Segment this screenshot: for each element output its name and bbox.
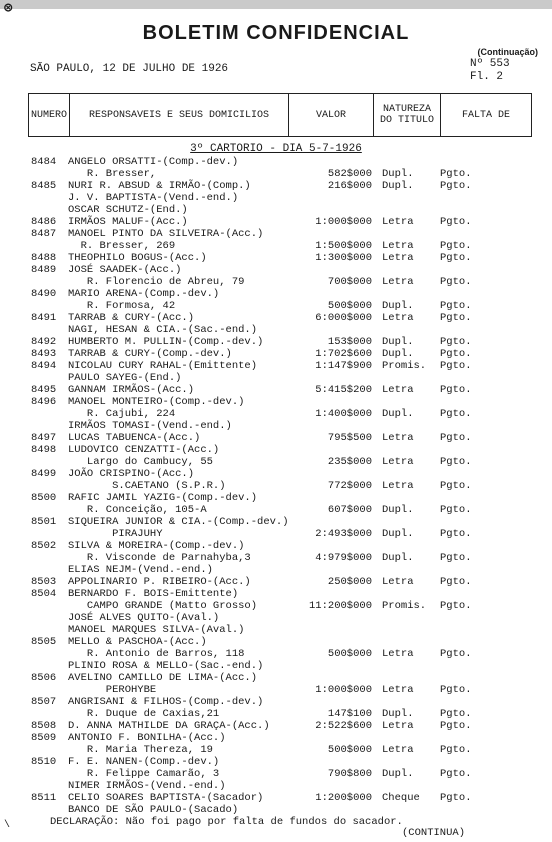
table-row	[0, 600, 552, 612]
table-row	[0, 648, 552, 660]
entry-value: 1:702$600	[315, 348, 372, 360]
entry-number: 8503	[31, 576, 57, 588]
entry-falta: Pgto.	[440, 180, 472, 192]
entry-party: GANNAM IRMÃOS-(Acc.)	[68, 384, 195, 396]
entry-party: PEROHYBE	[68, 684, 157, 696]
col-responsaveis: RESPONSAVEIS E SEUS DOMICILIOS	[88, 109, 270, 121]
section-heading	[0, 143, 552, 155]
entry-party: R. Visconde de Parnahyba,3	[68, 552, 251, 564]
entry-party: R. Bresser, 269	[68, 240, 176, 252]
entry-number: 8509	[31, 732, 57, 744]
table-row	[0, 756, 552, 768]
entry-value: 153$000	[327, 336, 372, 348]
entry-falta: Pgto.	[440, 576, 472, 588]
entry-nature: Letra	[382, 252, 414, 264]
entry-nature: Dupl.	[382, 408, 414, 420]
entry-value: 700$000	[327, 276, 372, 288]
entry-party: HUMBERTO M. PULLIN-(Comp.-dev.)	[68, 336, 264, 348]
table-row	[0, 720, 552, 732]
entry-party: SILVA & MOREIRA-(Comp.-dev.)	[68, 540, 245, 552]
table-row	[0, 540, 552, 552]
entry-nature: Letra	[382, 648, 414, 660]
entry-party: MANOEL PINTO DA SILVEIRA-(Acc.)	[68, 228, 264, 240]
table-row	[0, 468, 552, 480]
entry-value: 795$500	[327, 432, 372, 444]
entry-falta: Pgto.	[440, 300, 472, 312]
entry-value: 1:500$000	[315, 240, 372, 252]
table-row	[0, 312, 552, 324]
entry-nature: Letra	[382, 312, 414, 324]
column-divider	[531, 94, 532, 136]
entry-party: R. Formosa, 42	[68, 300, 176, 312]
bulletin-number-block	[470, 58, 510, 84]
entry-number: 8493	[31, 348, 57, 360]
table-row	[0, 564, 552, 576]
entry-nature: Letra	[382, 684, 414, 696]
table-row	[0, 288, 552, 300]
entry-falta: Pgto.	[440, 240, 472, 252]
entry-falta: Pgto.	[440, 168, 472, 180]
entry-party: PLINIO ROSA & MELLO-(Sac.-end.)	[68, 660, 264, 672]
entry-falta: Pgto.	[440, 252, 472, 264]
page-title: BOLETIM CONFIDENCIAL	[142, 22, 410, 44]
entry-party: JOSÉ ALVES QUITO-(Aval.)	[68, 612, 220, 624]
entry-number: 8506	[31, 672, 57, 684]
entry-number: 8485	[31, 180, 57, 192]
table-row	[0, 696, 552, 708]
entry-falta: Pgto.	[440, 336, 472, 348]
entry-value: 607$000	[327, 504, 372, 516]
entry-party: JOSÉ SAADEK-(Acc.)	[68, 264, 182, 276]
table-row	[0, 228, 552, 240]
table-row	[0, 444, 552, 456]
table-row	[0, 480, 552, 492]
entry-party: D. ANNA MATHILDE DA GRAÇA-(Acc.)	[68, 720, 270, 732]
table-row	[0, 708, 552, 720]
entry-party: R. Cajubi, 224	[68, 408, 176, 420]
entry-number: 8502	[31, 540, 57, 552]
declaration: DECLARAÇÃO: Não foi pago por falta de fundos do sacador.	[50, 816, 403, 828]
entry-party: IRMÃOS MALUF-(Acc.)	[68, 216, 188, 228]
entry-value: 2:522$600	[315, 720, 372, 732]
table-row	[0, 768, 552, 780]
entry-nature: Letra	[382, 276, 414, 288]
entry-number: 8511	[31, 792, 57, 804]
table-row	[0, 624, 552, 636]
entry-nature: Letra	[382, 432, 414, 444]
table-row	[0, 408, 552, 420]
entry-party: RAFIC JAMIL YAZIG-(Comp.-dev.)	[68, 492, 258, 504]
entry-nature: Letra	[382, 456, 414, 468]
entry-nature: Dupl.	[382, 336, 414, 348]
entry-value: 582$000	[327, 168, 372, 180]
entry-nature: Dupl.	[382, 168, 414, 180]
entry-falta: Pgto.	[440, 684, 472, 696]
table-row	[0, 372, 552, 384]
entry-value: 1:400$000	[315, 408, 372, 420]
col-valor: VALOR	[315, 109, 346, 121]
entry-falta: Pgto.	[440, 600, 472, 612]
entry-number: 8505	[31, 636, 57, 648]
entry-number: 8504	[31, 588, 57, 600]
entry-nature: Dupl.	[382, 768, 414, 780]
table-row	[0, 252, 552, 264]
entry-party: R. Duque de Caxias,21	[68, 708, 220, 720]
entry-falta: Pgto.	[440, 456, 472, 468]
table-row	[0, 660, 552, 672]
entry-value: 772$000	[327, 480, 372, 492]
entry-number: 8499	[31, 468, 57, 480]
table-row	[0, 516, 552, 528]
entry-party: TARRAB & CURY-(Acc.)	[68, 312, 195, 324]
entry-value: 1:300$000	[315, 252, 372, 264]
entry-number: 8488	[31, 252, 57, 264]
entry-party: BERNARDO F. BOIS-Emittente)	[68, 588, 239, 600]
entry-number: 8492	[31, 336, 57, 348]
table-row	[0, 360, 552, 372]
entry-party: R. Felippe Camarão, 3	[68, 768, 220, 780]
corner-mark-icon: ⊗	[4, 1, 13, 17]
entry-party: LUCAS TABUENCA-(Acc.)	[68, 432, 201, 444]
entry-nature: Dupl.	[382, 504, 414, 516]
entry-value: 1:000$000	[315, 684, 372, 696]
entry-falta: Pgto.	[440, 792, 472, 804]
entry-falta: Pgto.	[440, 720, 472, 732]
entry-falta: Pgto.	[440, 348, 472, 360]
entry-party: R. Antonio de Barros, 118	[68, 648, 245, 660]
table-row	[0, 672, 552, 684]
bulletin-number: Nº 553	[470, 58, 510, 70]
entry-falta: Pgto.	[440, 528, 472, 540]
entry-value: 500$000	[327, 744, 372, 756]
entry-party: THEOPHILO BOGUS-(Acc.)	[68, 252, 207, 264]
table-row	[0, 528, 552, 540]
table-row	[0, 348, 552, 360]
table-row	[0, 684, 552, 696]
entry-party: NICOLAU CURY RAHAL-(Emittente)	[68, 360, 258, 372]
entry-nature: Letra	[382, 216, 414, 228]
entry-nature: Letra	[382, 240, 414, 252]
table-row	[0, 192, 552, 204]
entry-party: MELLO & PASCHOA-(Acc.)	[68, 636, 207, 648]
entry-value: 147$100	[327, 708, 372, 720]
table-row	[0, 732, 552, 744]
section-heading-text: 3º CARTORIO - DIA 5-7-1926	[190, 143, 362, 155]
entry-number: 8489	[31, 264, 57, 276]
entry-falta: Pgto.	[440, 648, 472, 660]
entry-party: CAMPO GRANDE (Matto Grosso)	[68, 600, 258, 612]
table-row	[0, 792, 552, 804]
entry-nature: Promis.	[382, 600, 427, 612]
entry-party: NIMER IRMÃOS-(Vend.-end.)	[68, 780, 226, 792]
entry-number: 8507	[31, 696, 57, 708]
table-row	[0, 588, 552, 600]
table-row	[0, 324, 552, 336]
entry-nature: Dupl.	[382, 348, 414, 360]
entry-number: 8508	[31, 720, 57, 732]
table-row	[0, 216, 552, 228]
entry-number: 8510	[31, 756, 57, 768]
table-row	[0, 156, 552, 168]
col-natureza: NATUREZA DO TITULO	[379, 104, 434, 126]
entry-party: CELIO SOARES BAPTISTA-(Sacador)	[68, 792, 264, 804]
entry-value: 11:200$000	[308, 600, 372, 612]
entry-falta: Pgto.	[440, 552, 472, 564]
table-row	[0, 240, 552, 252]
entry-value: 1:147$900	[315, 360, 372, 372]
table-row	[0, 168, 552, 180]
entry-party: Largo do Cambucy, 55	[68, 456, 213, 468]
entry-falta: Pgto.	[440, 768, 472, 780]
table-row	[0, 744, 552, 756]
entry-party: ANGELO ORSATTI-(Comp.-dev.)	[68, 156, 239, 168]
entry-number: 8490	[31, 288, 57, 300]
margin-tick: \	[4, 820, 11, 831]
entry-nature: Dupl.	[382, 552, 414, 564]
entry-party: R. Conceição, 105-A	[68, 504, 207, 516]
col-numero: NUMERO	[30, 109, 67, 121]
entry-party: F. E. NANEN-(Comp.-dev.)	[68, 756, 220, 768]
entry-nature: Letra	[382, 744, 414, 756]
entry-party: R. Maria Thereza, 19	[68, 744, 213, 756]
entry-party: AVELINO CAMILLO DE LIMA-(Acc.)	[68, 672, 258, 684]
entry-party: NURI R. ABSUD & IRMÃO-(Comp.)	[68, 180, 251, 192]
entry-nature: Letra	[382, 384, 414, 396]
table-row	[0, 780, 552, 792]
entry-number: 8484	[31, 156, 57, 168]
entry-value: 5:415$200	[315, 384, 372, 396]
entry-nature: Letra	[382, 576, 414, 588]
col-falta: FALTA DE	[461, 109, 510, 121]
entry-number: 8496	[31, 396, 57, 408]
table-row	[0, 552, 552, 564]
entry-number: 8498	[31, 444, 57, 456]
entry-party: SIQUEIRA JUNIOR & CIA.-(Comp.-dev.)	[68, 516, 289, 528]
entry-party: PAULO SAYEG-(End.)	[68, 372, 182, 384]
continuation-top: (Continuação)	[477, 47, 538, 57]
entry-party: S.CAETANO (S.P.R.)	[68, 480, 226, 492]
entry-value: 6:000$000	[315, 312, 372, 324]
entry-party: MANOEL MONTEIRO-(Comp.-dev.)	[68, 396, 245, 408]
entry-value: 1:000$000	[315, 216, 372, 228]
entry-nature: Dupl.	[382, 300, 414, 312]
entry-number: 8487	[31, 228, 57, 240]
entry-party: J. V. BAPTISTA-(Vend.-end.)	[68, 192, 239, 204]
entry-nature: Promis.	[382, 360, 427, 372]
entry-party: R. Florencio de Abreu, 79	[68, 276, 245, 288]
table-row	[0, 336, 552, 348]
entry-falta: Pgto.	[440, 432, 472, 444]
entry-nature: Dupl.	[382, 528, 414, 540]
column-header	[28, 93, 532, 137]
entry-falta: Pgto.	[440, 312, 472, 324]
entry-value: 250$000	[327, 576, 372, 588]
entry-number: 8494	[31, 360, 57, 372]
table-row	[0, 432, 552, 444]
table-row	[0, 636, 552, 648]
entry-falta: Pgto.	[440, 708, 472, 720]
entry-party: IRMÃOS TOMASI-(Vend.-end.)	[68, 420, 232, 432]
entry-number: 8501	[31, 516, 57, 528]
entry-falta: Pgto.	[440, 360, 472, 372]
entry-falta: Pgto.	[440, 384, 472, 396]
entry-value: 1:200$000	[315, 792, 372, 804]
entry-number: 8495	[31, 384, 57, 396]
entry-number: 8491	[31, 312, 57, 324]
table-row	[0, 384, 552, 396]
entry-nature: Letra	[382, 480, 414, 492]
entry-value: 500$000	[327, 648, 372, 660]
table-row	[0, 456, 552, 468]
table-row	[0, 276, 552, 288]
city-date: SÃO PAULO, 12 DE JULHO DE 1926	[30, 63, 229, 75]
entry-falta: Pgto.	[440, 276, 472, 288]
entry-number: 8500	[31, 492, 57, 504]
entry-falta: Pgto.	[440, 744, 472, 756]
table-row	[0, 504, 552, 516]
entry-value: 790$800	[327, 768, 372, 780]
entry-party: PIRAJUHY	[68, 528, 163, 540]
entry-value: 2:493$000	[315, 528, 372, 540]
entry-nature: Letra	[382, 720, 414, 732]
table-row	[0, 396, 552, 408]
entry-party: ANGRISANI & FILHOS-(Comp.-dev.)	[68, 696, 264, 708]
entry-number: 8486	[31, 216, 57, 228]
entry-party: JOÃO CRISPINO-(Acc.)	[68, 468, 195, 480]
entry-party: BANCO DE SÃO PAULO-(Sacado)	[68, 804, 239, 816]
table-row	[0, 576, 552, 588]
table-row	[0, 180, 552, 192]
entry-value: 235$000	[327, 456, 372, 468]
entry-number: 8497	[31, 432, 57, 444]
entry-nature: Dupl.	[382, 180, 414, 192]
sheet-number: Fl. 2	[470, 71, 504, 83]
entry-party: MARIO ARENA-(Comp.-dev.)	[68, 288, 220, 300]
entry-party: LUDOVICO CENZATTI-(Acc.)	[68, 444, 220, 456]
entry-party: ELIAS NEJM-(Vend.-end.)	[68, 564, 213, 576]
table-row	[0, 264, 552, 276]
table-row	[0, 204, 552, 216]
table-row	[0, 612, 552, 624]
continues-note: (CONTINUA)	[402, 827, 466, 839]
entry-party: NAGI, HESAN & CIA.-(Sac.-end.)	[68, 324, 258, 336]
entry-falta: Pgto.	[440, 480, 472, 492]
entry-nature: Dupl.	[382, 708, 414, 720]
entry-party: OSCAR SCHUTZ-(End.)	[68, 204, 188, 216]
entry-party: MANOEL MARQUES SILVA-(Aval.)	[68, 624, 245, 636]
entry-value: 216$000	[327, 180, 372, 192]
entry-falta: Pgto.	[440, 408, 472, 420]
entry-party: ANTONIO F. BONILHA-(Acc.)	[68, 732, 226, 744]
entry-party: APPOLINARIO P. RIBEIRO-(Acc.)	[68, 576, 251, 588]
table-row	[0, 492, 552, 504]
entry-nature: Cheque	[382, 792, 420, 804]
entry-party: R. Bresser,	[68, 168, 157, 180]
entry-falta: Pgto.	[440, 216, 472, 228]
table-row	[0, 420, 552, 432]
entry-value: 500$000	[327, 300, 372, 312]
entry-party: TARRAB & CURY-(Comp.-dev.)	[68, 348, 232, 360]
entry-value: 4:979$000	[315, 552, 372, 564]
entry-falta: Pgto.	[440, 504, 472, 516]
table-row	[0, 804, 552, 816]
table-row	[0, 300, 552, 312]
scan-top-edge	[0, 0, 552, 9]
